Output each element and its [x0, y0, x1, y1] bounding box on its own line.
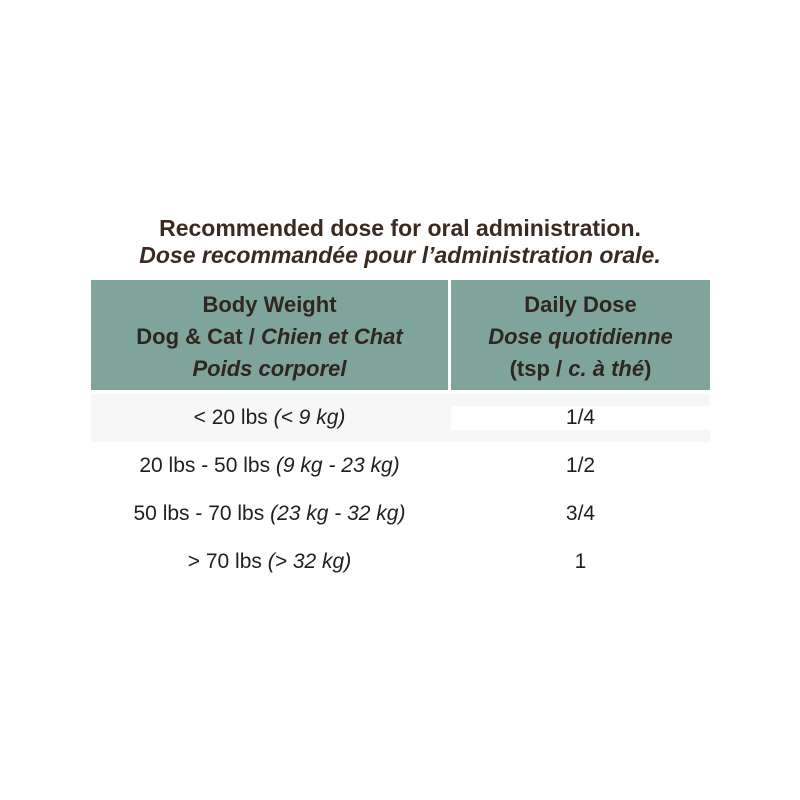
- header-dose-unit: [451, 353, 710, 385]
- header-body-weight: [91, 280, 448, 390]
- weight-cell: [91, 406, 448, 430]
- dose-cell: 1/4: [451, 406, 710, 430]
- header-species: [91, 321, 448, 353]
- header-dose-unit-suffix: ): [644, 356, 652, 381]
- heading-french: Dose recommandée pour l’administration orale.: [139, 242, 661, 268]
- header-daily-dose-french: Dose quotidienne: [488, 324, 673, 349]
- header-body-weight-french: Poids corporel: [192, 356, 347, 381]
- dosage-table: [91, 280, 710, 586]
- header-dose-unit-french: c. à thé: [568, 356, 645, 381]
- table-header-row: [91, 280, 710, 390]
- weight-kg: (23 kg - 32 kg): [270, 502, 406, 525]
- weight-kg: (9 kg - 23 kg): [275, 454, 400, 477]
- weight-cell: [91, 454, 448, 478]
- table-row: [91, 442, 710, 490]
- header-daily-dose-label: Daily Dose: [524, 292, 637, 317]
- table-row: [91, 394, 710, 442]
- dose-cell: 1: [574, 550, 587, 573]
- weight-lbs: 20 lbs - 50 lbs: [139, 454, 276, 477]
- weight-lbs: 50 lbs - 70 lbs: [133, 502, 271, 525]
- heading-english: Recommended dose for oral administration.: [159, 215, 641, 241]
- header-dose-unit-prefix: (tsp /: [509, 356, 569, 381]
- weight-cell: [91, 550, 448, 574]
- header-species-english: Dog & Cat /: [136, 324, 261, 349]
- header-species-french: Chien et Chat: [260, 324, 403, 349]
- weight-lbs: > 70 lbs: [187, 550, 268, 573]
- dose-cell: 3/4: [565, 502, 596, 525]
- header-body-weight-label: Body Weight: [202, 292, 337, 317]
- weight-lbs: < 20 lbs: [193, 406, 274, 429]
- dose-cell: 1/2: [565, 454, 596, 477]
- table-row: [91, 538, 710, 586]
- weight-cell: [91, 502, 448, 526]
- header-daily-dose: [451, 280, 710, 390]
- weight-kg: (< 9 kg): [273, 406, 346, 429]
- weight-kg: (> 32 kg): [267, 550, 352, 573]
- table-row: [91, 490, 710, 538]
